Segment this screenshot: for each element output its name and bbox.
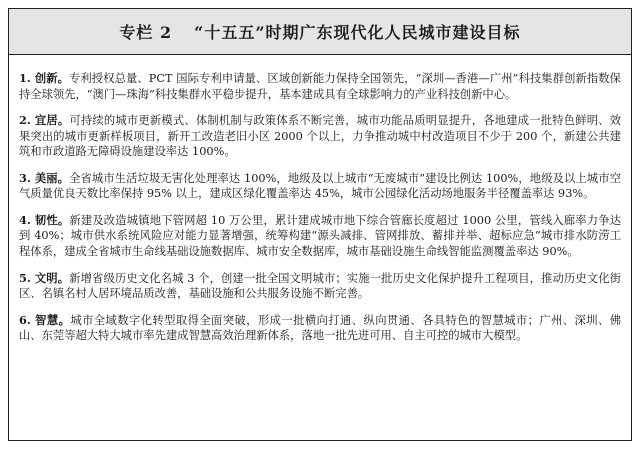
- goal-text: 新建及改造城镇地下管网超 10 万公里，累计建成城市地下综合管廊长度超过 1000 公里，管线入廊率力争达到 40%；城市供水系统风险应对能力显著增强，统筹构建“源头减排、管网排放、蓄排并举、超标应急”城市排水防涝工程体系，建成全省城市生命线基础设施数据库、城市安全数据库，城市基础设施生命线智能监测覆盖率达 90%。: [19, 214, 621, 258]
- column-title: “十五五”时期广东现代化人民城市建设目标: [194, 23, 521, 42]
- goal-heading: 2. 宜居。: [19, 113, 70, 128]
- goal-item-beautiful: [19, 171, 621, 202]
- goal-text: 可持续的城市更新模式、体制机制与政策体系不断完善，城市功能品质明显提升，各地建成一批特色鲜明、效果突出的城市更新样板项目，新开工改造老旧小区 2000 个以上，力争推动城中村改造项目不少于 200 个，新建公共建筑和市政道路无障碍设施建设率达 100%。: [19, 114, 621, 159]
- goal-heading: 3. 美丽。: [19, 170, 70, 185]
- column-title-bar: [9, 9, 631, 55]
- goal-item-smart: [19, 313, 621, 344]
- goal-item-resilient: [19, 213, 621, 259]
- goal-item-civilized: [19, 271, 621, 302]
- goal-text: 城市全域数字化转型取得全面突破，形成一批横向打通、纵向贯通、各具特色的智慧城市；广州、深圳、佛山、东莞等超大特大城市率先建成智慧高效治理新体系，落地一批先进可用、自主可控的城市大模型。: [19, 313, 621, 343]
- goal-text: 全省城市生活垃圾无害化处理率达 100%，地级及以上城市“无废城市”建设比例达 100%，地级及以上城市空气质量优良天数比率保持 95% 以上，建成区绿化覆盖率达 45%，城市公园绿化活动场地服务半径覆盖率达 93%。: [19, 171, 621, 201]
- column-content: [9, 55, 631, 343]
- goal-heading: 6. 智慧。: [19, 312, 71, 327]
- column-label: 专栏 2: [119, 23, 173, 42]
- goal-text: 专利授权总量、PCT 国际专利申请量、区域创新能力保持全国领先，“深圳—香港—广州”科技集群创新指数保持全球领先，“澳门—珠海”科技集群水平稳步提升，基本建成具有全球影响力的产业科技创新中心。: [19, 72, 621, 101]
- goal-item-livable: [19, 113, 621, 159]
- goal-item-innovation: [19, 71, 621, 102]
- column-box: [8, 8, 632, 441]
- goal-heading: 5. 文明。: [19, 270, 70, 285]
- goal-text: 新增省级历史文化名城 3 个，创建一批全国文明城市；实施一批历史文化保护提升工程项目，推动历史文化街区、名镇名村人居环境品质改善，基础设施和公共服务设施不断完善。: [19, 271, 622, 300]
- goal-heading: 1. 创新。: [19, 71, 70, 86]
- goal-heading: 4. 韧性。: [19, 213, 70, 228]
